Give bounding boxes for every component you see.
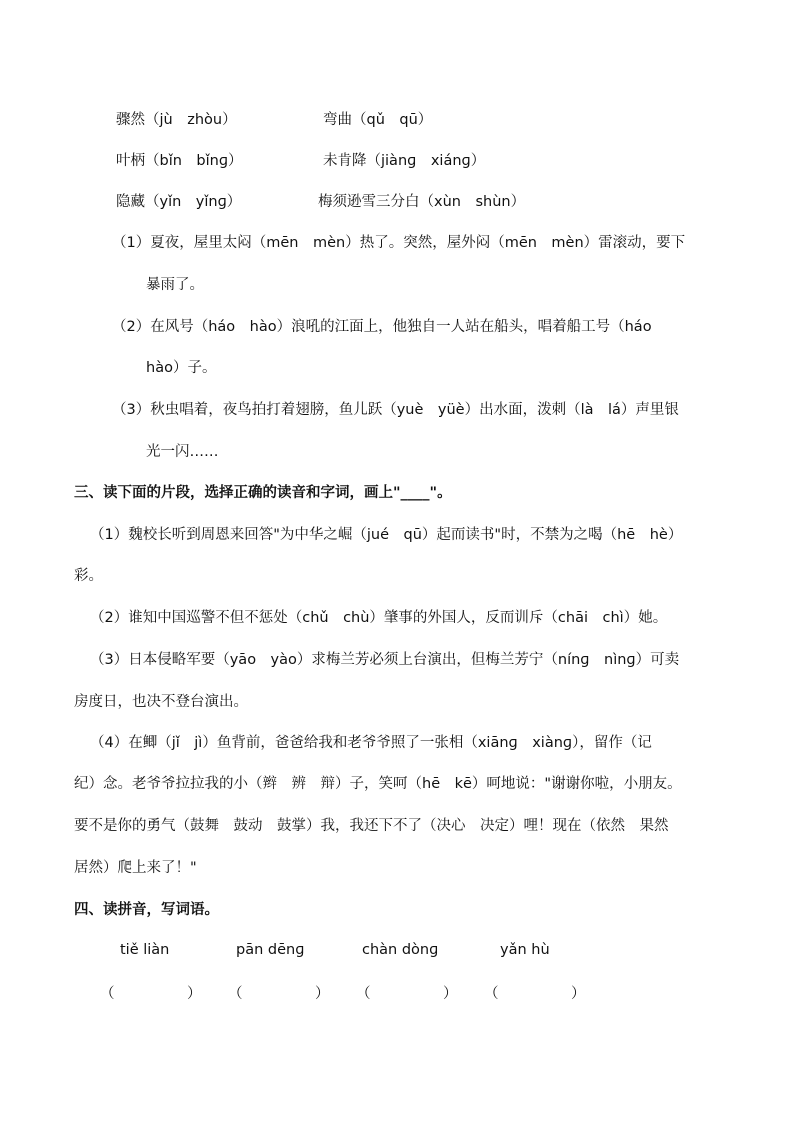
- answer-blank-1[interactable]: （ ）: [100, 986, 202, 1002]
- sentence-2-line-2: hào）子。: [146, 360, 217, 376]
- sentence-1-line-2: 暴雨了。: [146, 277, 204, 293]
- answer-blank-2[interactable]: （ ）: [228, 986, 330, 1002]
- pinyin-3: chàn dònɡ: [362, 942, 439, 958]
- section-3-line-7: 纪）念。老爷爷拉拉我的小（辫 辨 辩）子，笑呵（hē kē）呵地说："谢谢你啦，小朋友。: [74, 776, 682, 792]
- section-3-line-5: 房度日，也决不登台演出。: [74, 694, 248, 710]
- pinyin-2: pān dēnɡ: [236, 942, 305, 958]
- pair-left-2: 叶柄（bǐn bǐnɡ）: [116, 153, 243, 169]
- pair-left-3: 隐藏（yǐn yǐnɡ）: [116, 194, 242, 210]
- answer-blank-3[interactable]: （ ）: [356, 986, 458, 1002]
- pinyin-4: yǎn hù: [500, 942, 550, 958]
- section-3-line-6: （4）在鲫（jǐ jì）鱼背前，爸爸给我和老爷爷照了一张相（xiānɡ xiànɡ），留作（记: [90, 735, 652, 751]
- pinyin-1: tiě liàn: [120, 942, 170, 958]
- section-3-line-4: （3）日本侵略军要（yāo yào）求梅兰芳必须上台演出，但梅兰芳宁（nínɡ nìnɡ）可卖: [90, 652, 680, 668]
- pair-left-1: 骤然（jù zhòu）: [116, 112, 237, 128]
- pair-right-2: 未肯降（jiànɡ xiánɡ）: [323, 153, 486, 169]
- section-3-line-2: 彩。: [74, 568, 103, 584]
- section-3-title: 三、读下面的片段，选择正确的读音和字词，画上"____"。: [74, 485, 452, 501]
- sentence-1-line-1: （1）夏夜，屋里太闷（mēn mèn）热了。突然，屋外闷（mēn mèn）雷滚动，要下: [112, 235, 686, 251]
- section-3-line-1: （1）魏校长听到周恩来回答"为中华之崛（jué qū）起而读书"时，不禁为之喝（hē hè）: [90, 527, 683, 543]
- section-3-line-3: （2）谁知中国巡警不但不惩处（chǔ chù）肇事的外国人，反而训斥（chāi chì）她。: [90, 610, 668, 626]
- section-3-line-8: 要不是你的勇气（鼓舞 鼓动 鼓掌）我，我还下不了（决心 决定）哩！现在（依然 果然: [74, 818, 669, 834]
- answer-blank-4[interactable]: （ ）: [484, 986, 586, 1002]
- section-3-line-9: 居然）爬上来了！": [74, 860, 197, 876]
- sentence-3-line-2: 光一闪……: [146, 444, 219, 460]
- pair-right-3: 梅须逊雪三分白（xùn shùn）: [318, 194, 526, 210]
- pair-right-1: 弯曲（qǔ qū）: [323, 112, 433, 128]
- sentence-3-line-1: （3）秋虫唱着，夜鸟拍打着翅膀，鱼儿跃（yuè yüè）出水面，泼刺（là lá）声里银: [112, 402, 679, 418]
- section-4-title: 四、读拼音，写词语。: [74, 902, 219, 918]
- sentence-2-line-1: （2）在风号（háo hào）浪吼的江面上，他独自一人站在船头，唱着船工号（háo: [112, 319, 652, 335]
